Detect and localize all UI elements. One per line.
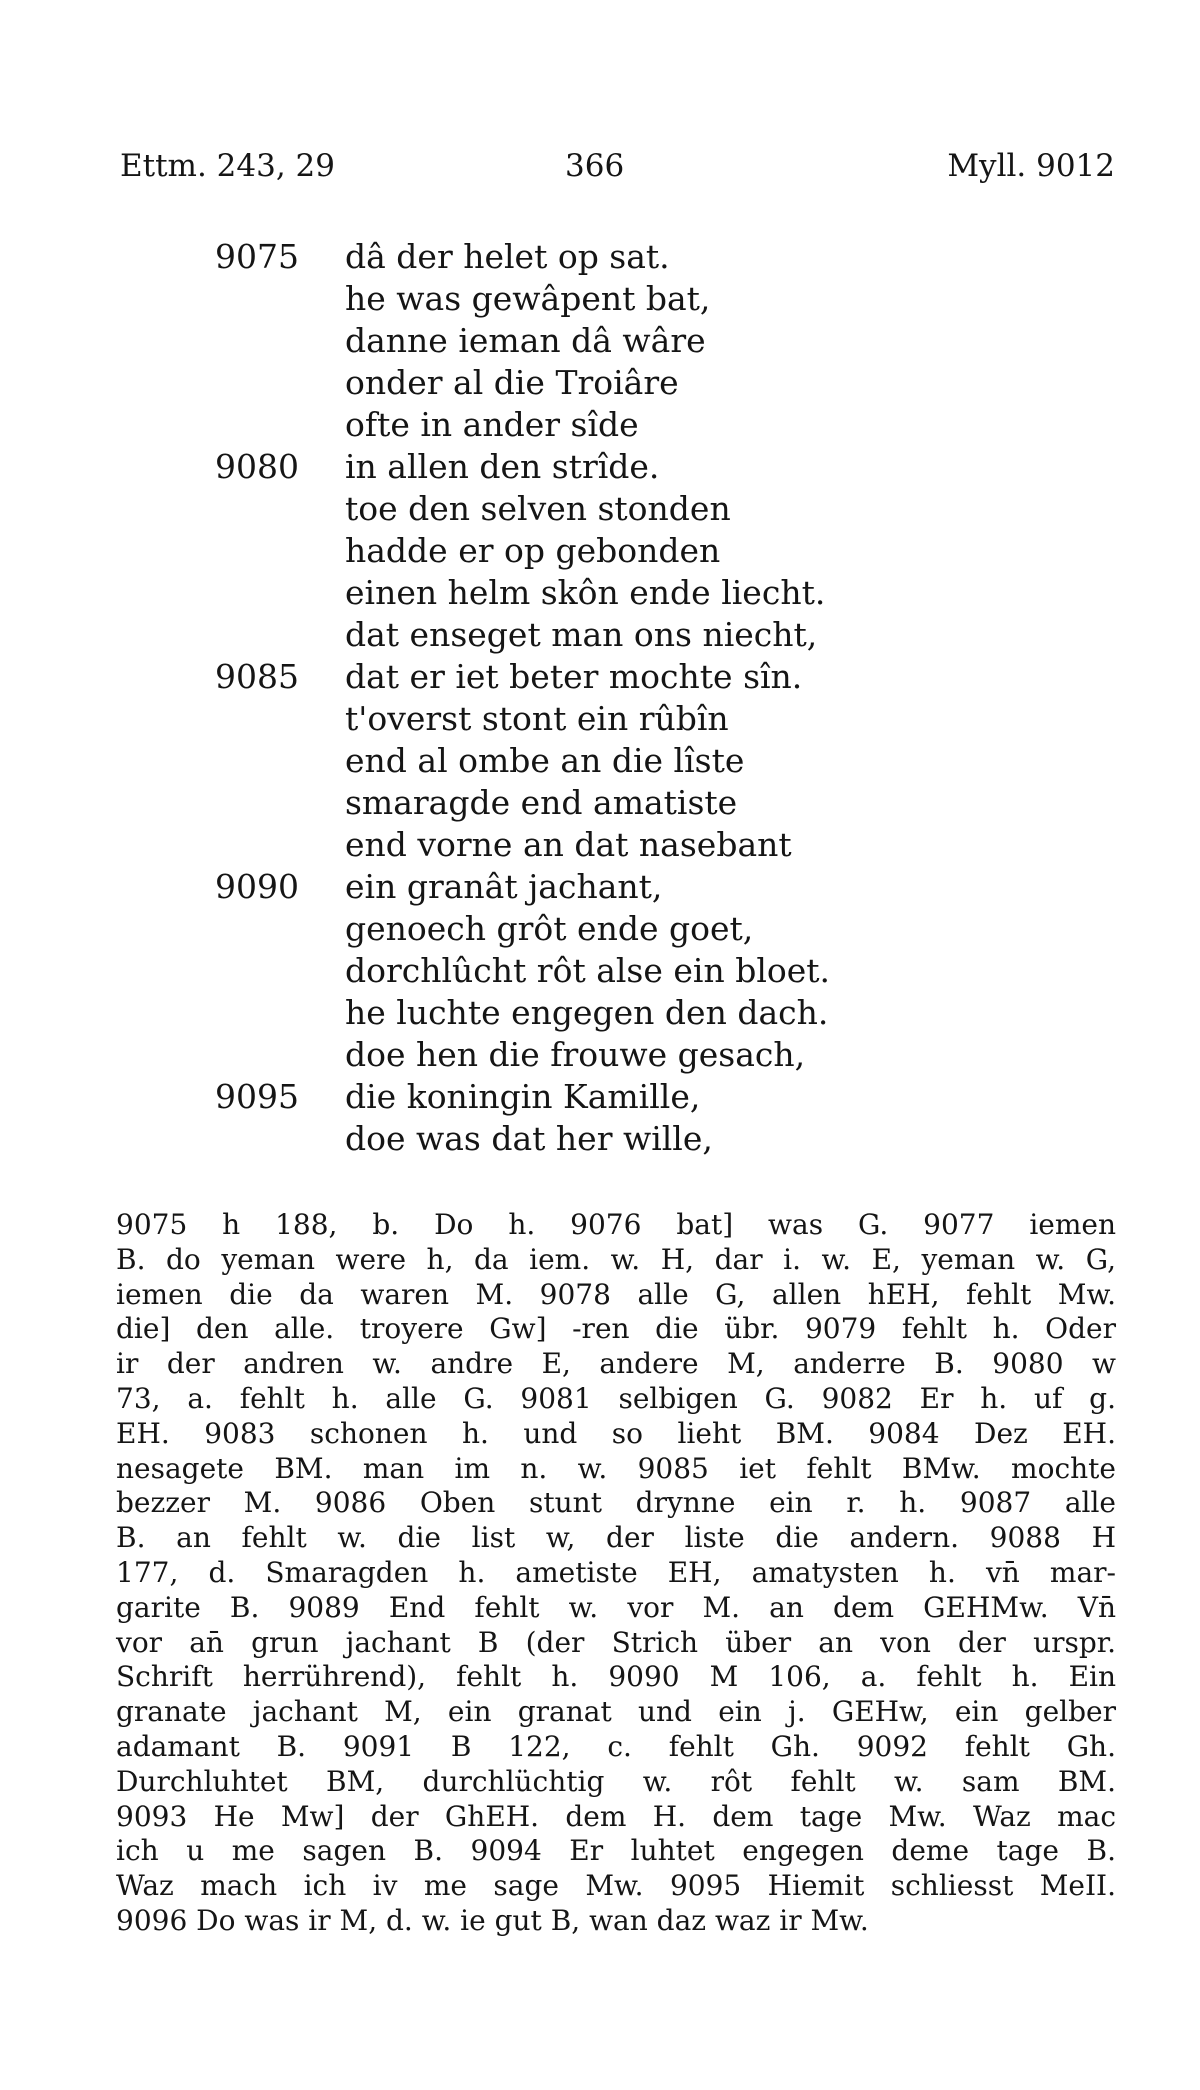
note-line: ich u me sagen B. 9094 Er luhtet engegen deme tage B. <box>116 1834 1116 1868</box>
verse-text: dat er iet beter mochte sîn. <box>345 657 803 696</box>
note-line: 9075 h 188, b. Do h. 9076 bat] was G. 9077 iemen <box>116 1208 1116 1241</box>
note-line: 177, d. Smaragden h. ametiste EH, amatysten h. vn̄ mar- <box>116 1555 1116 1589</box>
verse-line <box>215 950 895 992</box>
verse-line <box>215 866 895 908</box>
note-line: ir der andren w. andre E, andere M, anderre B. 9080 w <box>116 1347 1116 1381</box>
page-number: 366 <box>565 148 625 184</box>
note-line: 73, a. fehlt h. alle G. 9081 selbigen G. 9082 Er h. uf g. <box>116 1381 1116 1415</box>
verse-number: 9080 <box>215 447 299 486</box>
note-line: granate jachant M, ein granat und ein j. GEHw, ein gelber <box>116 1695 1116 1729</box>
verse-text: t'overst stont ein rûbîn <box>345 699 729 738</box>
verse-line <box>215 278 895 320</box>
verse-text: toe den selven stonden <box>345 489 731 528</box>
note-line: vor an̄ grun jachant B (der Strich über an von der urspr. <box>116 1625 1116 1659</box>
verse-line <box>215 362 895 404</box>
verse-text: genoech grôt ende goet, <box>345 909 754 948</box>
note-line: iemen die da waren M. 9078 alle G, allen hEH, fehlt Mw. <box>116 1277 1116 1311</box>
verse-line <box>215 782 895 824</box>
verse-line <box>215 656 895 698</box>
verse-text: dat enseget man ons niecht, <box>345 615 818 654</box>
verse-text: onder al die Troiâre <box>345 363 679 402</box>
verse-block <box>215 236 895 1160</box>
verse-text: doe hen die frouwe gesach, <box>345 1035 806 1074</box>
verse-number: 9090 <box>215 867 299 906</box>
verse-text: in allen den strîde. <box>345 447 660 486</box>
verse-text: doe was dat her wille, <box>345 1119 713 1158</box>
verse-text: smaragde end amatiste <box>345 783 738 822</box>
note-line: die] den alle. troyere Gw] -ren die übr. 9079 fehlt h. Oder <box>116 1312 1116 1346</box>
header-left-reference: Ettm. 243, 29 <box>120 148 335 184</box>
verse-text: he luchte engegen den dach. <box>345 993 829 1032</box>
verse-line <box>215 824 895 866</box>
note-line: B. an fehlt w. die list w, der liste die andern. 9088 H <box>116 1521 1116 1555</box>
verse-line <box>215 404 895 446</box>
verse-text: hadde er op gebonden <box>345 531 721 570</box>
verse-line <box>215 992 895 1034</box>
verse-number: 9095 <box>215 1077 299 1116</box>
note-line: 9096 Do was ir M, d. w. ie gut B, wan daz waz ir Mw. <box>116 1903 869 1937</box>
verse-line <box>215 236 895 278</box>
note-line: Waz mach ich iv me sage Mw. 9095 Hiemit schliesst MeII. <box>116 1869 1116 1903</box>
running-header <box>120 148 1115 192</box>
note-line: 9093 He Mw] der GhEH. dem H. dem tage Mw. Waz mac <box>116 1799 1116 1833</box>
verse-text: dâ der helet op sat. <box>345 237 670 276</box>
note-line: adamant B. 9091 B 122, c. fehlt Gh. 9092 fehlt Gh. <box>116 1729 1116 1763</box>
verse-line <box>215 908 895 950</box>
verse-line <box>215 1076 895 1118</box>
verse-text: danne ieman dâ wâre <box>345 321 706 360</box>
verse-number: 9075 <box>215 237 299 276</box>
verse-text: die koningin Kamille, <box>345 1077 701 1116</box>
note-line: bezzer M. 9086 Oben stunt drynne ein r. h. 9087 alle <box>116 1486 1116 1520</box>
verse-text: he was gewâpent bat, <box>345 279 711 318</box>
verse-line <box>215 488 895 530</box>
verse-text: end al ombe an die lîste <box>345 741 745 780</box>
verse-line <box>215 614 895 656</box>
note-line: B. do yeman were h, da iem. w. H, dar i. w. E, yeman w. G, <box>116 1242 1116 1276</box>
note-line: Schrift herrührend), fehlt h. 9090 M 106, a. fehlt h. Ein <box>116 1660 1116 1694</box>
header-right-reference: Myll. 9012 <box>947 148 1115 184</box>
verse-text: ein granât jachant, <box>345 867 663 906</box>
verse-number: 9085 <box>215 657 299 696</box>
note-line: Durchluhtet BM, durchlüchtig w. rôt fehlt w. sam BM. <box>116 1764 1116 1798</box>
verse-text: einen helm skôn ende liecht. <box>345 573 826 612</box>
verse-line <box>215 1034 895 1076</box>
note-line: nesagete BM. man im n. w. 9085 iet fehlt BMw. mochte <box>116 1451 1116 1485</box>
verse-line <box>215 572 895 614</box>
verse-line <box>215 320 895 362</box>
verse-text: ofte in ander sîde <box>345 405 639 444</box>
verse-line <box>215 1118 895 1160</box>
verse-text: dorchlûcht rôt alse ein bloet. <box>345 951 831 990</box>
verse-text: end vorne an dat nasebant <box>345 825 792 864</box>
note-line: garite B. 9089 End fehlt w. vor M. an dem GEHMw. Vn̄ <box>116 1590 1116 1624</box>
note-line: EH. 9083 schonen h. und so lieht BM. 9084 Dez EH. <box>116 1416 1116 1450</box>
verse-line <box>215 530 895 572</box>
verse-line <box>215 698 895 740</box>
verse-line <box>215 446 895 488</box>
verse-line <box>215 740 895 782</box>
apparatus-notes <box>116 1208 1116 1939</box>
